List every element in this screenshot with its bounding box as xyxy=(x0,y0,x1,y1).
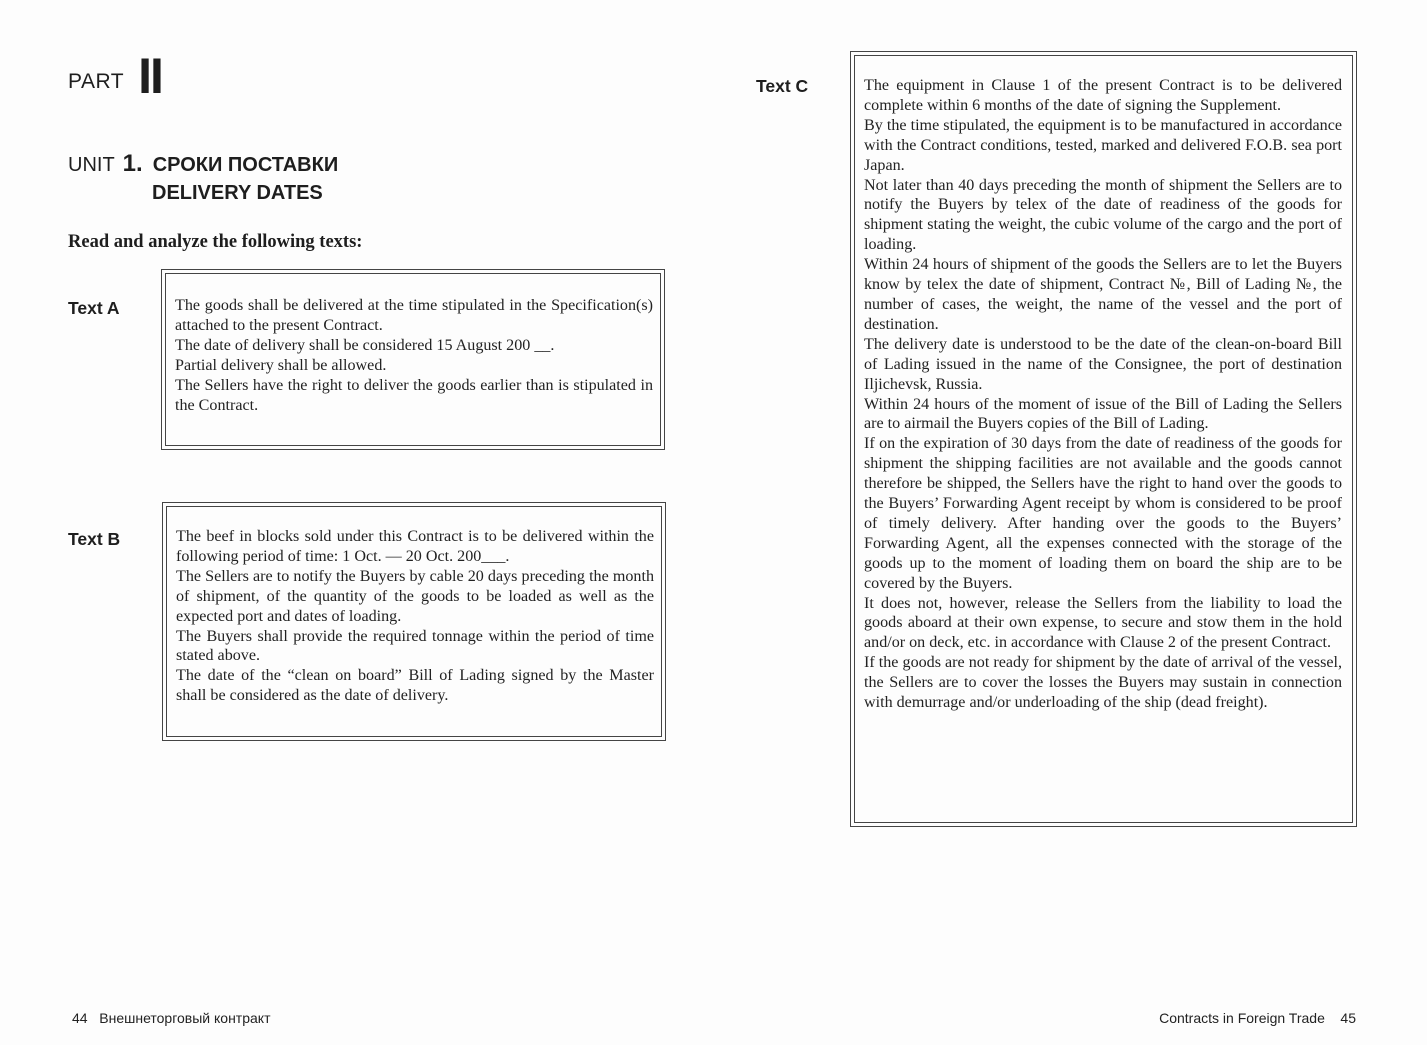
left-footer xyxy=(72,1010,271,1026)
text-c-paragraph: By the time stipulated, the equipment is to be manufactured in accordance with the Contract conditions, tested, marked and delivered F.O.B. sea port Japan. xyxy=(864,116,1342,174)
unit-number: 1. xyxy=(122,150,143,177)
text-c-paragraph: The equipment in Clause 1 of the present Contract is to be delivered complete within 6 months of the date of signing the Supplement. xyxy=(864,77,1342,114)
text-b-label: Text B xyxy=(68,529,121,549)
text-c-paragraph: If the goods are not ready for shipment by the date of arrival of the vessel, the Sellers are to cover the losses the Buyers may sustain in connection with demurrage and/or underloading of the ship (dead freight). xyxy=(864,654,1342,712)
right-page-number: 45 xyxy=(1340,1010,1356,1026)
text-a-paragraph: The Sellers have the right to deliver the goods earlier than is stipulated in the Contract. xyxy=(175,376,653,414)
unit-word: UNIT xyxy=(68,154,115,176)
right-footer xyxy=(1159,1010,1356,1026)
unit-title-ru: СРОКИ ПОСТАВКИ xyxy=(152,154,339,176)
text-c-paragraph: It does not, however, release the Sellers from the liability to load the goods aboard at their own expense, to secure and stow them in the hold and/or on deck, etc. in accordance with Clause 2 of the present Contract. xyxy=(864,594,1342,652)
text-b-paragraph: The Buyers shall provide the required tonnage within the period of time stated above. xyxy=(176,627,654,665)
text-b-paragraph: The Sellers are to notify the Buyers by cable 20 days preceding the month of shipment, of the quantity of the goods to be loaded as well as the expected port and dates of loading. xyxy=(176,567,654,625)
instruction: Read and analyze the following texts: xyxy=(68,232,363,252)
text-b-body xyxy=(176,527,654,706)
part-number: II xyxy=(138,48,162,104)
text-c-paragraph: Not later than 40 days preceding the month of shipment the Sellers are to notify the Buyers by telex of the date of readiness of the goods for shipment stating the weight, the cubic volume of the cargo and the port of loading. xyxy=(864,176,1342,254)
unit-heading xyxy=(68,150,338,205)
unit-title-en: DELIVERY DATES xyxy=(152,182,323,204)
text-a-body xyxy=(175,296,653,415)
text-c-paragraph: Within 24 hours of the moment of issue of the Bill of Lading the Sellers are to airmail the Buyers copies of the Bill of Lading. xyxy=(864,395,1342,433)
text-a-paragraph: The date of delivery shall be considered 15 August 200 __. xyxy=(175,336,555,354)
text-a-label: Text A xyxy=(68,298,120,318)
text-c-body xyxy=(864,76,1342,713)
text-a-paragraph: Partial delivery shall be allowed. xyxy=(175,356,387,374)
part-heading xyxy=(68,48,162,104)
text-c-paragraph: The delivery date is understood to be the date of the clean-on-board Bill of Lading issued in the name of the Consignee, the port of destination Iljichevsk, Russia. xyxy=(864,335,1342,393)
text-c-paragraph: Within 24 hours of shipment of the goods the Sellers are to let the Buyers know by telex the date of shipment, Contract №, Bill of Lading №, the number of cases, the weight, the name of the vessel and the port of destination. xyxy=(864,256,1342,333)
left-footer-title: Внешнеторговый контракт xyxy=(99,1010,271,1026)
text-c-label: Text C xyxy=(756,76,809,96)
text-b-paragraph: The date of the “clean on board” Bill of Lading signed by the Master shall be considered as the date of delivery. xyxy=(176,667,654,705)
left-page-number: 44 xyxy=(72,1010,88,1026)
text-c-paragraph: If on the expiration of 30 days from the date of readiness of the goods for shipment the shipping facilities are not available and the goods cannot therefore be shipped, the Sellers have the right to hand over the goods to the Buyers’ Forwarding Agent receipt by whom is considered to be proof of timely delivery. After handing over the goods to the Buyers’ Forwarding Agent, all the expenses connected with the storage of the goods up to the moment of loading them on board the ship are to be covered by the Buyers. xyxy=(864,435,1342,592)
text-a-paragraph: The goods shall be delivered at the time stipulated in the Specification(s) attached to the present Contract. xyxy=(175,297,653,334)
part-word: PART xyxy=(68,70,125,93)
right-footer-title: Contracts in Foreign Trade xyxy=(1159,1010,1325,1026)
text-b-paragraph: The beef in blocks sold under this Contract is to be delivered within the following period of time: 1 Oct. — 20 Oct. 200___. xyxy=(176,528,654,565)
